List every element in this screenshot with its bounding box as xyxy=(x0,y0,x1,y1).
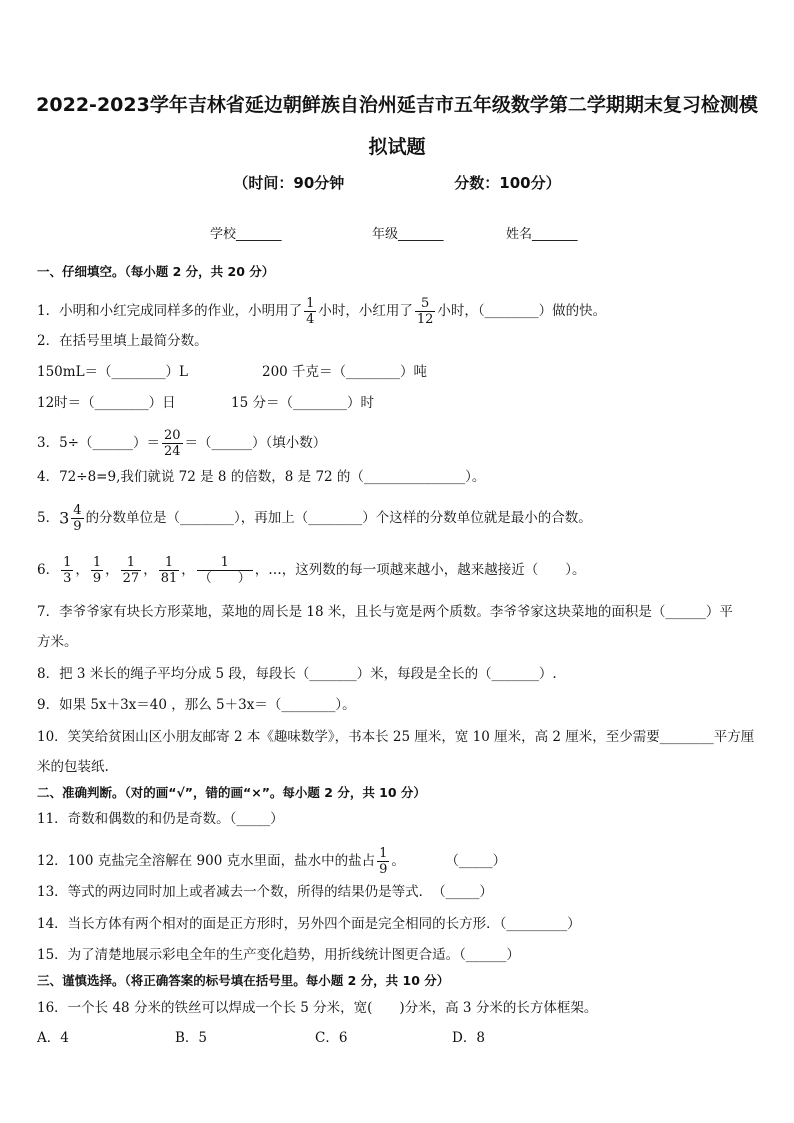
question-2: 2．在括号里填上最简分数。 xyxy=(37,333,208,349)
question-15: 15．为了清楚地展示彩电全年的生产变化趋势，用折线统计图更合适。（______） xyxy=(37,947,520,963)
section-heading-fill: 一、仔细填空。（每小题 2 分，共 20 分） xyxy=(37,264,275,279)
question-9: 9．如果 5x＋3x＝40 ，那么 5＋3x＝（________）。 xyxy=(37,697,356,713)
fraction: $\frac{5}{12}$ xyxy=(416,296,434,327)
fraction: $\frac{1}{3}$ xyxy=(63,555,72,586)
fraction-blank: $\frac{1}{( )}$ xyxy=(198,555,251,586)
option-c[interactable]: C．6 xyxy=(315,1030,348,1046)
question-11: 11．奇数和偶数的和仍是奇数。（_____） xyxy=(37,811,284,827)
exam-subtitle xyxy=(0,172,794,193)
fraction: $\frac{20}{24}$ xyxy=(164,428,181,459)
question-7: 7．李爷爷家有块长方形菜地，菜地的周长是 18 米，且长与宽是两个质数。李爷爷家这块菜地的面积是（______）平 xyxy=(37,604,733,620)
question-14: 14．当长方体有两个相对的面是正方形时，另外四个面是完全相同的长方形．（_________） xyxy=(37,916,581,932)
question-6: 6． $\frac{1}{3}$ ， $\frac{1}{9}$ ， $\frac{1}{27}$ ， $\frac{1}{81}$ ， $\frac{1}{( )}$ ，…，这列数的每一项越来越小，越来越接近（ ）。 xyxy=(37,555,586,586)
mixed-number: 3 $\frac{4}{9}$ xyxy=(59,503,82,534)
fraction: $\frac{1}{9}$ xyxy=(379,846,388,877)
question-2b: 200 千克＝（________）吨 xyxy=(262,364,428,380)
question-16: 16．一个长 48 分米的铁丝可以焊成一个长 5 分米，宽( )分米，高 3 分米的长方体框架。 xyxy=(37,1000,598,1016)
question-10: 10．笑笑给贫困山区小朋友邮寄 2 本《趣味数学》，书本长 25 厘米，宽 10 厘米，高 2 厘米，至少需要________平方厘 xyxy=(37,729,755,745)
question-2c: 12时＝（________）日 xyxy=(37,395,176,411)
question-7-cont: 方米。 xyxy=(37,634,78,650)
question-2a: 150mL＝（________）L xyxy=(37,364,188,380)
grade-field[interactable]: 年级_______ xyxy=(372,227,444,242)
question-13: 13．等式的两边同时加上或者减去一个数，所得的结果仍是等式． （_____） xyxy=(37,884,493,900)
section-heading-choice: 三、谨慎选择。（将正确答案的标号填在括号里。每小题 2 分，共 10 分） xyxy=(37,973,450,988)
question-4: 4．72÷8=9,我们就说 72 是 8 的倍数，8 是 72 的（_______________）。 xyxy=(37,469,486,485)
question-2d: 15 分＝（________）时 xyxy=(231,395,374,411)
fraction: $\frac{1}{9}$ xyxy=(92,555,102,586)
question-1: 1．小明和小红完成同样多的作业，小明用了 $\frac{1}{4}$ 小时，小红用了 $\frac{5}{12}$ 小时，（________）做的快。 xyxy=(37,296,607,327)
question-10-cont: 米的包装纸. xyxy=(37,759,109,775)
name-field[interactable]: 姓名_______ xyxy=(506,227,578,242)
option-b[interactable]: B．5 xyxy=(175,1030,208,1046)
page-title: 2022-2023学年吉林省延边朝鲜族自治州延吉市五年级数学第二学期期末复习检测模拟试题 xyxy=(36,94,758,158)
fraction: $\frac{1}{27}$ xyxy=(122,555,140,586)
question-3: 3．5÷（______）＝ $\frac{20}{24}$ ＝（______）（填小数） xyxy=(37,428,327,459)
fraction: $\frac{1}{81}$ xyxy=(160,555,178,586)
school-field[interactable]: 学校_______ xyxy=(210,227,282,242)
question-5: 5．3 $\frac{4}{9}$ 的分数单位是（________），再加上（________）个这样的分数单位就是最小的合数。 xyxy=(37,503,592,534)
fraction: $\frac{1}{4}$ xyxy=(306,296,315,327)
option-a[interactable]: A．4 xyxy=(37,1030,69,1046)
question-12: 12．100 克盐完全溶解在 900 克水里面，盐水中的盐占 $\frac{1}{9}$ 。 （_____） xyxy=(37,846,507,877)
total-score: 分数：100分） xyxy=(454,174,561,192)
question-8: 8．把 3 米长的绳子平均分成 5 段，每段长（_______）米，每段是全长的（_______）. xyxy=(37,666,557,682)
time-limit: （时间：90分钟 xyxy=(233,174,345,192)
section-heading-judge: 二、准确判断。（对的画“√”，错的画“×”。每小题 2 分，共 10 分） xyxy=(37,785,426,800)
option-d[interactable]: D．8 xyxy=(452,1030,485,1046)
